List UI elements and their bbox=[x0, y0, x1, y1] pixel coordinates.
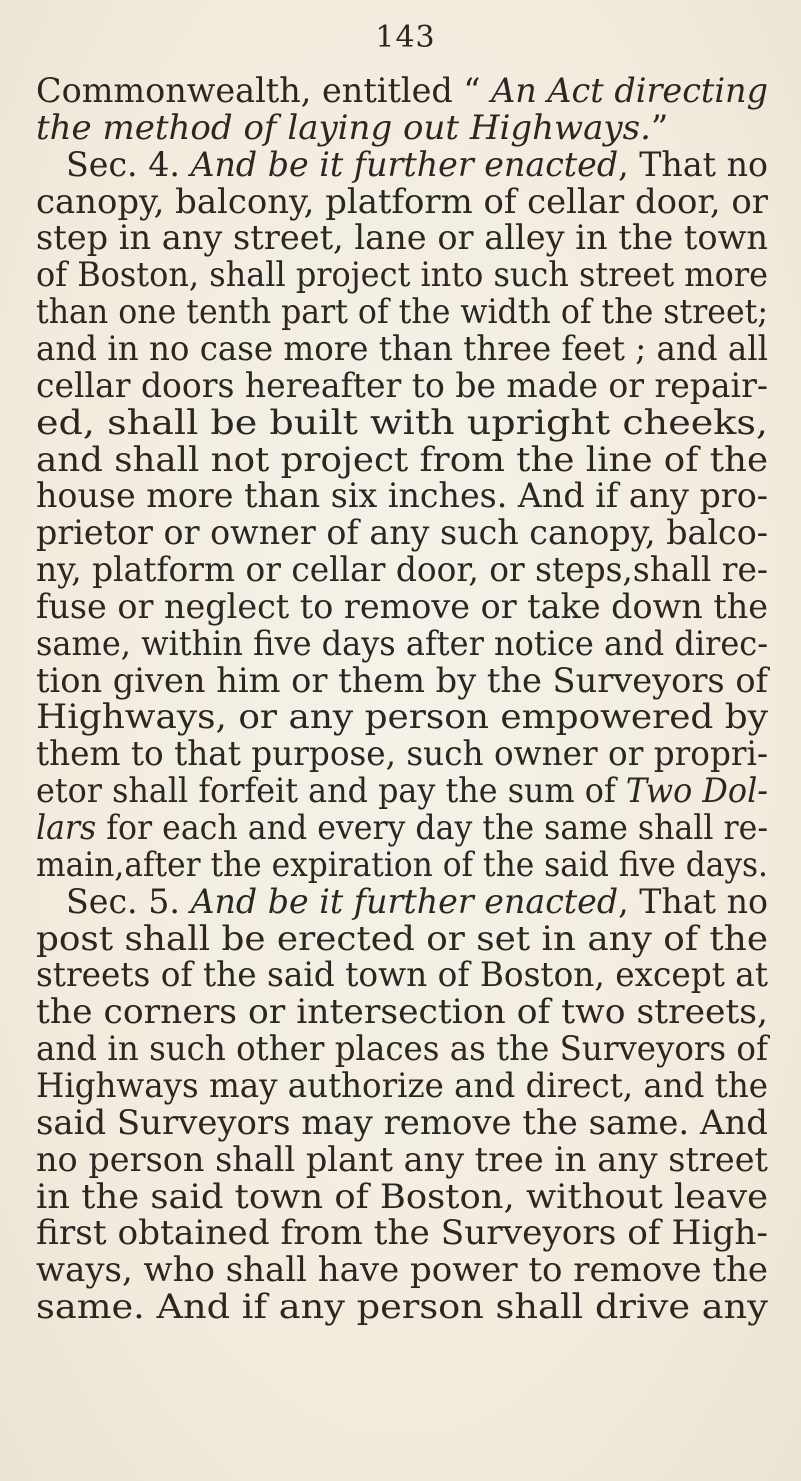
text-run: for each and every day the same shall re- bbox=[96, 808, 768, 848]
text-run: streets of the said town of Boston, except at bbox=[36, 955, 768, 996]
text-run: said Surveyors may remove the same. And bbox=[36, 1102, 768, 1143]
text-run: ny, platform or cellar door, or steps,shall re- bbox=[36, 550, 768, 591]
text-run: same, within five days after notice and direc- bbox=[36, 623, 768, 664]
text-run: same. And if any person shall drive any bbox=[36, 1287, 768, 1328]
text-run: than one tenth part of the width of the street; bbox=[36, 292, 768, 333]
text-run: and shall not project from the line of the bbox=[36, 439, 768, 480]
text-line bbox=[36, 1284, 768, 1330]
text-run: , That no bbox=[618, 881, 768, 922]
text-run: Highways may authorize and direct, and the bbox=[36, 1065, 768, 1106]
text-run: ed, shall be built with upright cheeks, bbox=[36, 402, 768, 443]
text-run: of Boston, shall project into such street more bbox=[36, 255, 768, 296]
italic-text: Two Dol- bbox=[625, 771, 768, 812]
text-run: in the said town of Boston, without leave bbox=[36, 1176, 768, 1217]
text-run: canopy, balcony, platform of cellar door, or bbox=[36, 181, 768, 222]
text-run: Highways, or any person empowered by bbox=[36, 697, 768, 738]
italic-text: lars bbox=[36, 808, 97, 848]
italic-text: And be it further enacted bbox=[190, 144, 619, 185]
italic-text: And be it further enacted bbox=[190, 881, 619, 922]
text-run: main,after the expiration of the said five days. bbox=[36, 844, 768, 885]
text-run: fuse or neglect to remove or take down the bbox=[36, 586, 768, 627]
italic-text: An Act directing bbox=[491, 71, 768, 111]
text-run: them to that purpose, such owner or propri- bbox=[36, 734, 768, 775]
page-number: 143 bbox=[375, 20, 436, 55]
text-run: ways, who shall have power to remove the bbox=[36, 1250, 768, 1291]
text-run: tion given him or them by the Surveyors of bbox=[36, 660, 768, 701]
text-run: post shall be erected or set in any of the bbox=[36, 918, 768, 959]
text-run: , That no bbox=[618, 144, 768, 185]
text-run: Sec. 4. bbox=[66, 144, 191, 185]
italic-text: the method of laying out Highways. bbox=[36, 107, 651, 148]
text-run: etor shall forfeit and pay the sum of bbox=[36, 771, 626, 812]
text-run: Sec. 5. bbox=[66, 881, 191, 922]
text-run: first obtained from the Surveyors of High- bbox=[36, 1213, 768, 1254]
text-run: cellar doors hereafter to be made or repair- bbox=[36, 365, 768, 406]
text-run: and in such other places as the Surveyors of bbox=[36, 1029, 768, 1070]
text-run: prietor or owner of any such canopy, balco- bbox=[36, 513, 768, 554]
text-run: house more than six inches. And if any pro- bbox=[36, 476, 768, 517]
text-run: the corners or intersection of two streets, bbox=[36, 992, 768, 1033]
text-run: no person shall plant any tree in any street bbox=[36, 1139, 768, 1180]
text-run: step in any street, lane or alley in the town bbox=[36, 218, 768, 259]
text-run: ” bbox=[650, 107, 669, 148]
text-run: and in no case more than three feet ; and all bbox=[36, 328, 768, 369]
text-run: Commonwealth, entitled “ bbox=[36, 71, 492, 111]
